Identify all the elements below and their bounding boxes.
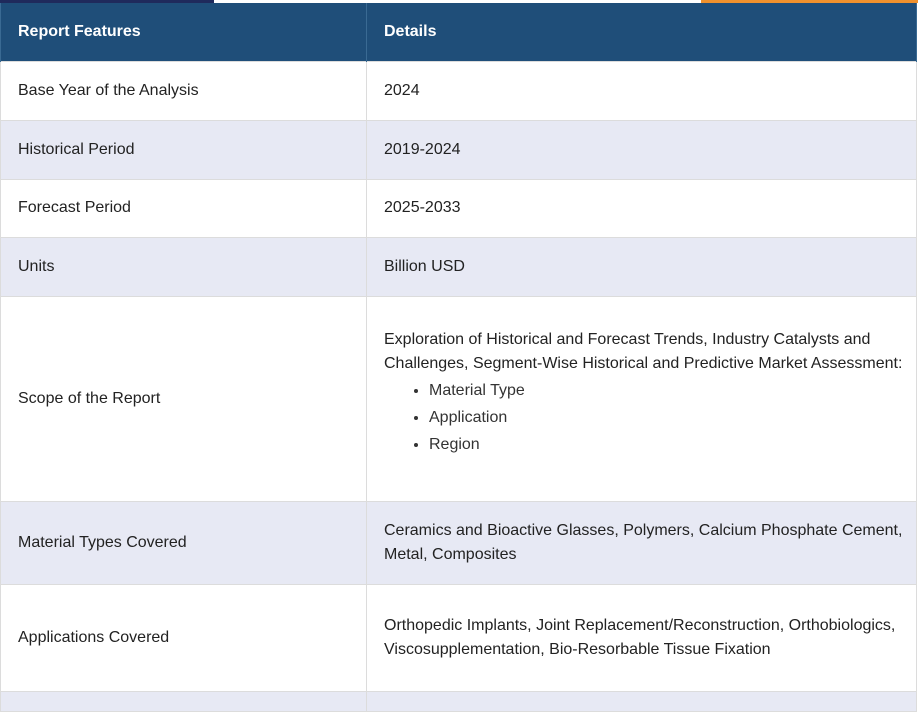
row-value-scope bbox=[367, 296, 917, 501]
header-details: Details bbox=[367, 3, 917, 61]
row-label: Historical Period bbox=[1, 120, 367, 179]
row-value: 2025-2033 bbox=[367, 179, 917, 237]
row-value: Orthopedic Implants, Joint Replacement/Reconstruction, Orthobiologics, Viscosupplementation, Bio-Resorbable Tissue Fixation bbox=[367, 584, 917, 691]
table-row bbox=[1, 179, 917, 237]
row-value: 2019-2024 bbox=[367, 120, 917, 179]
row-label: Base Year of the Analysis bbox=[1, 61, 367, 120]
row-value: Ceramics and Bioactive Glasses, Polymers, Calcium Phosphate Cement, Metal, Composites bbox=[367, 501, 917, 584]
table-row bbox=[1, 584, 917, 691]
row-label: Units bbox=[1, 237, 367, 296]
table-row bbox=[1, 61, 917, 120]
row-label: Applications Covered bbox=[1, 584, 367, 691]
row-label: Material Types Covered bbox=[1, 501, 367, 584]
table-row bbox=[1, 237, 917, 296]
scope-description: Exploration of Historical and Forecast Trends, Industry Catalysts and Challenges, Segment-Wise Historical and Predictive Market Assessment: bbox=[384, 330, 903, 372]
row-label: Scope of the Report bbox=[1, 296, 367, 501]
table-header-row bbox=[1, 3, 917, 61]
table-row bbox=[1, 120, 917, 179]
row-value: 2024 bbox=[367, 61, 917, 120]
scope-bullet-item: • Region bbox=[429, 431, 904, 458]
row-value: Billion USD bbox=[367, 237, 917, 296]
report-features-table bbox=[0, 3, 917, 712]
table-row bbox=[1, 296, 917, 501]
row-label: Forecast Period bbox=[1, 179, 367, 237]
header-report-features: Report Features bbox=[1, 3, 367, 61]
scope-bullet-item: • Material Type bbox=[429, 377, 904, 404]
table-row-partial bbox=[1, 691, 917, 711]
scope-bullet-item: • Application bbox=[429, 404, 904, 431]
table-row bbox=[1, 501, 917, 584]
scope-bullet-list bbox=[384, 377, 904, 458]
